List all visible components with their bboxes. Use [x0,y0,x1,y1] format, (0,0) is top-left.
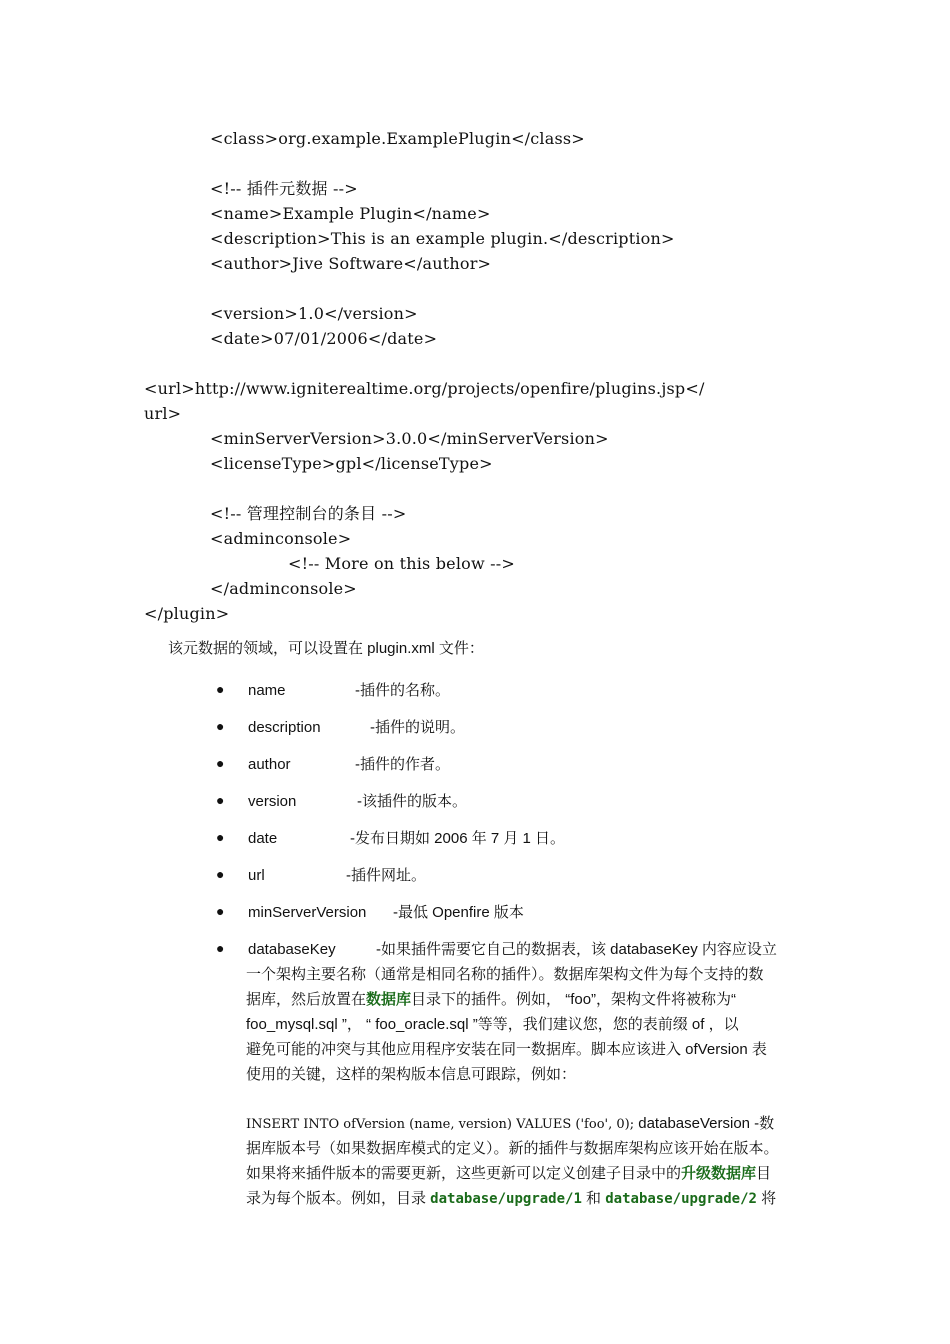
version-line-4-end: 将 [756,1190,777,1207]
dbkey-line-4: foo_mysql.sql ”， “ foo_oracle.sql ”等等，我们建议您，您的表前缀 of ，以 [246,1016,739,1033]
version-line-3 [246,1161,816,1186]
code-admin-open: <adminconsole> [210,529,352,548]
code-min-server-line: <minServerVersion>3.0.0</minServerVersion> [210,429,609,448]
dbkey-line-6: 使用的关键，这样的架构版本信息可跟踪，例如： [246,1066,577,1083]
bullet-icon: ● [216,942,225,957]
code-url-line-2: url> [144,404,182,423]
code-description-line: <description>This is an example plugin.</description> [210,229,675,248]
dbkey-line-5: 避免可能的冲突与其他应用程序安装在同一数据库。脚本应该进入 ofVersion 表 [246,1041,767,1058]
code-comment-meta: <!-- 插件元数据 --> [210,179,358,198]
field-desc: -插件的名称。 [355,682,450,699]
upgrade-db-highlight: 升级数据库 [681,1165,757,1182]
code-plugin-close: </plugin> [144,604,230,623]
version-line-2: 据库版本号（如果数据库模式的定义）。新的插件与数据库架构应该开始在版本。 [246,1140,779,1157]
code-more-comment: <!-- More on this below --> [288,554,515,573]
upgrade-path-1: database/upgrade/1 [430,1191,582,1207]
version-line-3-start: 如果将来插件版本的需要更新，这些更新可以定义创建子目录中的 [246,1165,682,1182]
field-desc: -插件网址。 [346,867,426,884]
upgrade-path-2: database/upgrade/2 [605,1191,757,1207]
database-dir-highlight: 数据库 [366,991,412,1008]
field-desc: -该插件的版本。 [357,793,467,810]
dbkey-line-3-end: 目录下的插件。例如， “foo”，架构文件将被称为“ [411,991,737,1008]
field-term: date [248,830,278,847]
bullet-icon: ● [216,831,225,846]
field-desc: -最低 Openfire 版本 [393,904,524,921]
dbkey-line-2: 一个架构主要名称（通常是相同名称的插件）。数据库架构文件为每个支持的数 [246,966,764,983]
field-desc: -发布日期如 2006 年 7 月 1 日。 [350,830,566,847]
field-term: name [248,682,286,699]
code-date-line: <date>07/01/2006</date> [210,329,438,348]
bullet-icon: ● [216,868,225,883]
bullet-icon: ● [216,905,225,920]
version-line-4-start: 录为每个版本。例如，目录 [246,1190,431,1207]
code-license-line: <licenseType>gpl</licenseType> [210,454,493,473]
intro-text: 该元数据的领域，可以设置在 plugin.xml 文件： [168,640,484,657]
bullet-icon: ● [216,794,225,809]
dbkey-line-3 [246,987,816,1012]
field-desc: -如果插件需要它自己的数据表，该 databaseKey 内容应设立 [376,941,777,958]
field-term: description [248,719,321,736]
sql-insert-statement: INSERT INTO ofVersion (name, version) VALUES ('foo', 0); [246,1117,635,1132]
version-line-4-mid: 和 [581,1190,606,1207]
code-class-line: <class>org.example.ExamplePlugin</class> [210,129,585,148]
code-version-line: <version>1.0</version> [210,304,418,323]
field-term: databaseKey [248,941,336,958]
bullet-icon: ● [216,683,225,698]
field-term: version [248,793,297,810]
bullet-icon: ● [216,720,225,735]
code-name-line: <name>Example Plugin</name> [210,204,491,223]
field-term: url [248,867,265,884]
code-author-line: <author>Jive Software</author> [210,254,492,273]
code-comment-admin: <!-- 管理控制台的条目 --> [210,504,407,523]
version-line-4 [246,1186,816,1212]
version-line-3-end: 目 [756,1165,772,1182]
version-line-1-rest: databaseVersion -数 [634,1115,775,1132]
code-url-line-1: <url>http://www.igniterealtime.org/projects/openfire/plugins.jsp</ [144,379,705,398]
field-desc: -插件的说明。 [370,719,465,736]
dbkey-line-3-start: 据库，然后放置在 [246,991,367,1008]
field-term: author [248,756,291,773]
code-admin-close: </adminconsole> [210,579,357,598]
field-desc: -插件的作者。 [355,756,450,773]
field-term: minServerVersion [248,904,367,921]
bullet-icon: ● [216,757,225,772]
version-line-1 [246,1111,816,1137]
